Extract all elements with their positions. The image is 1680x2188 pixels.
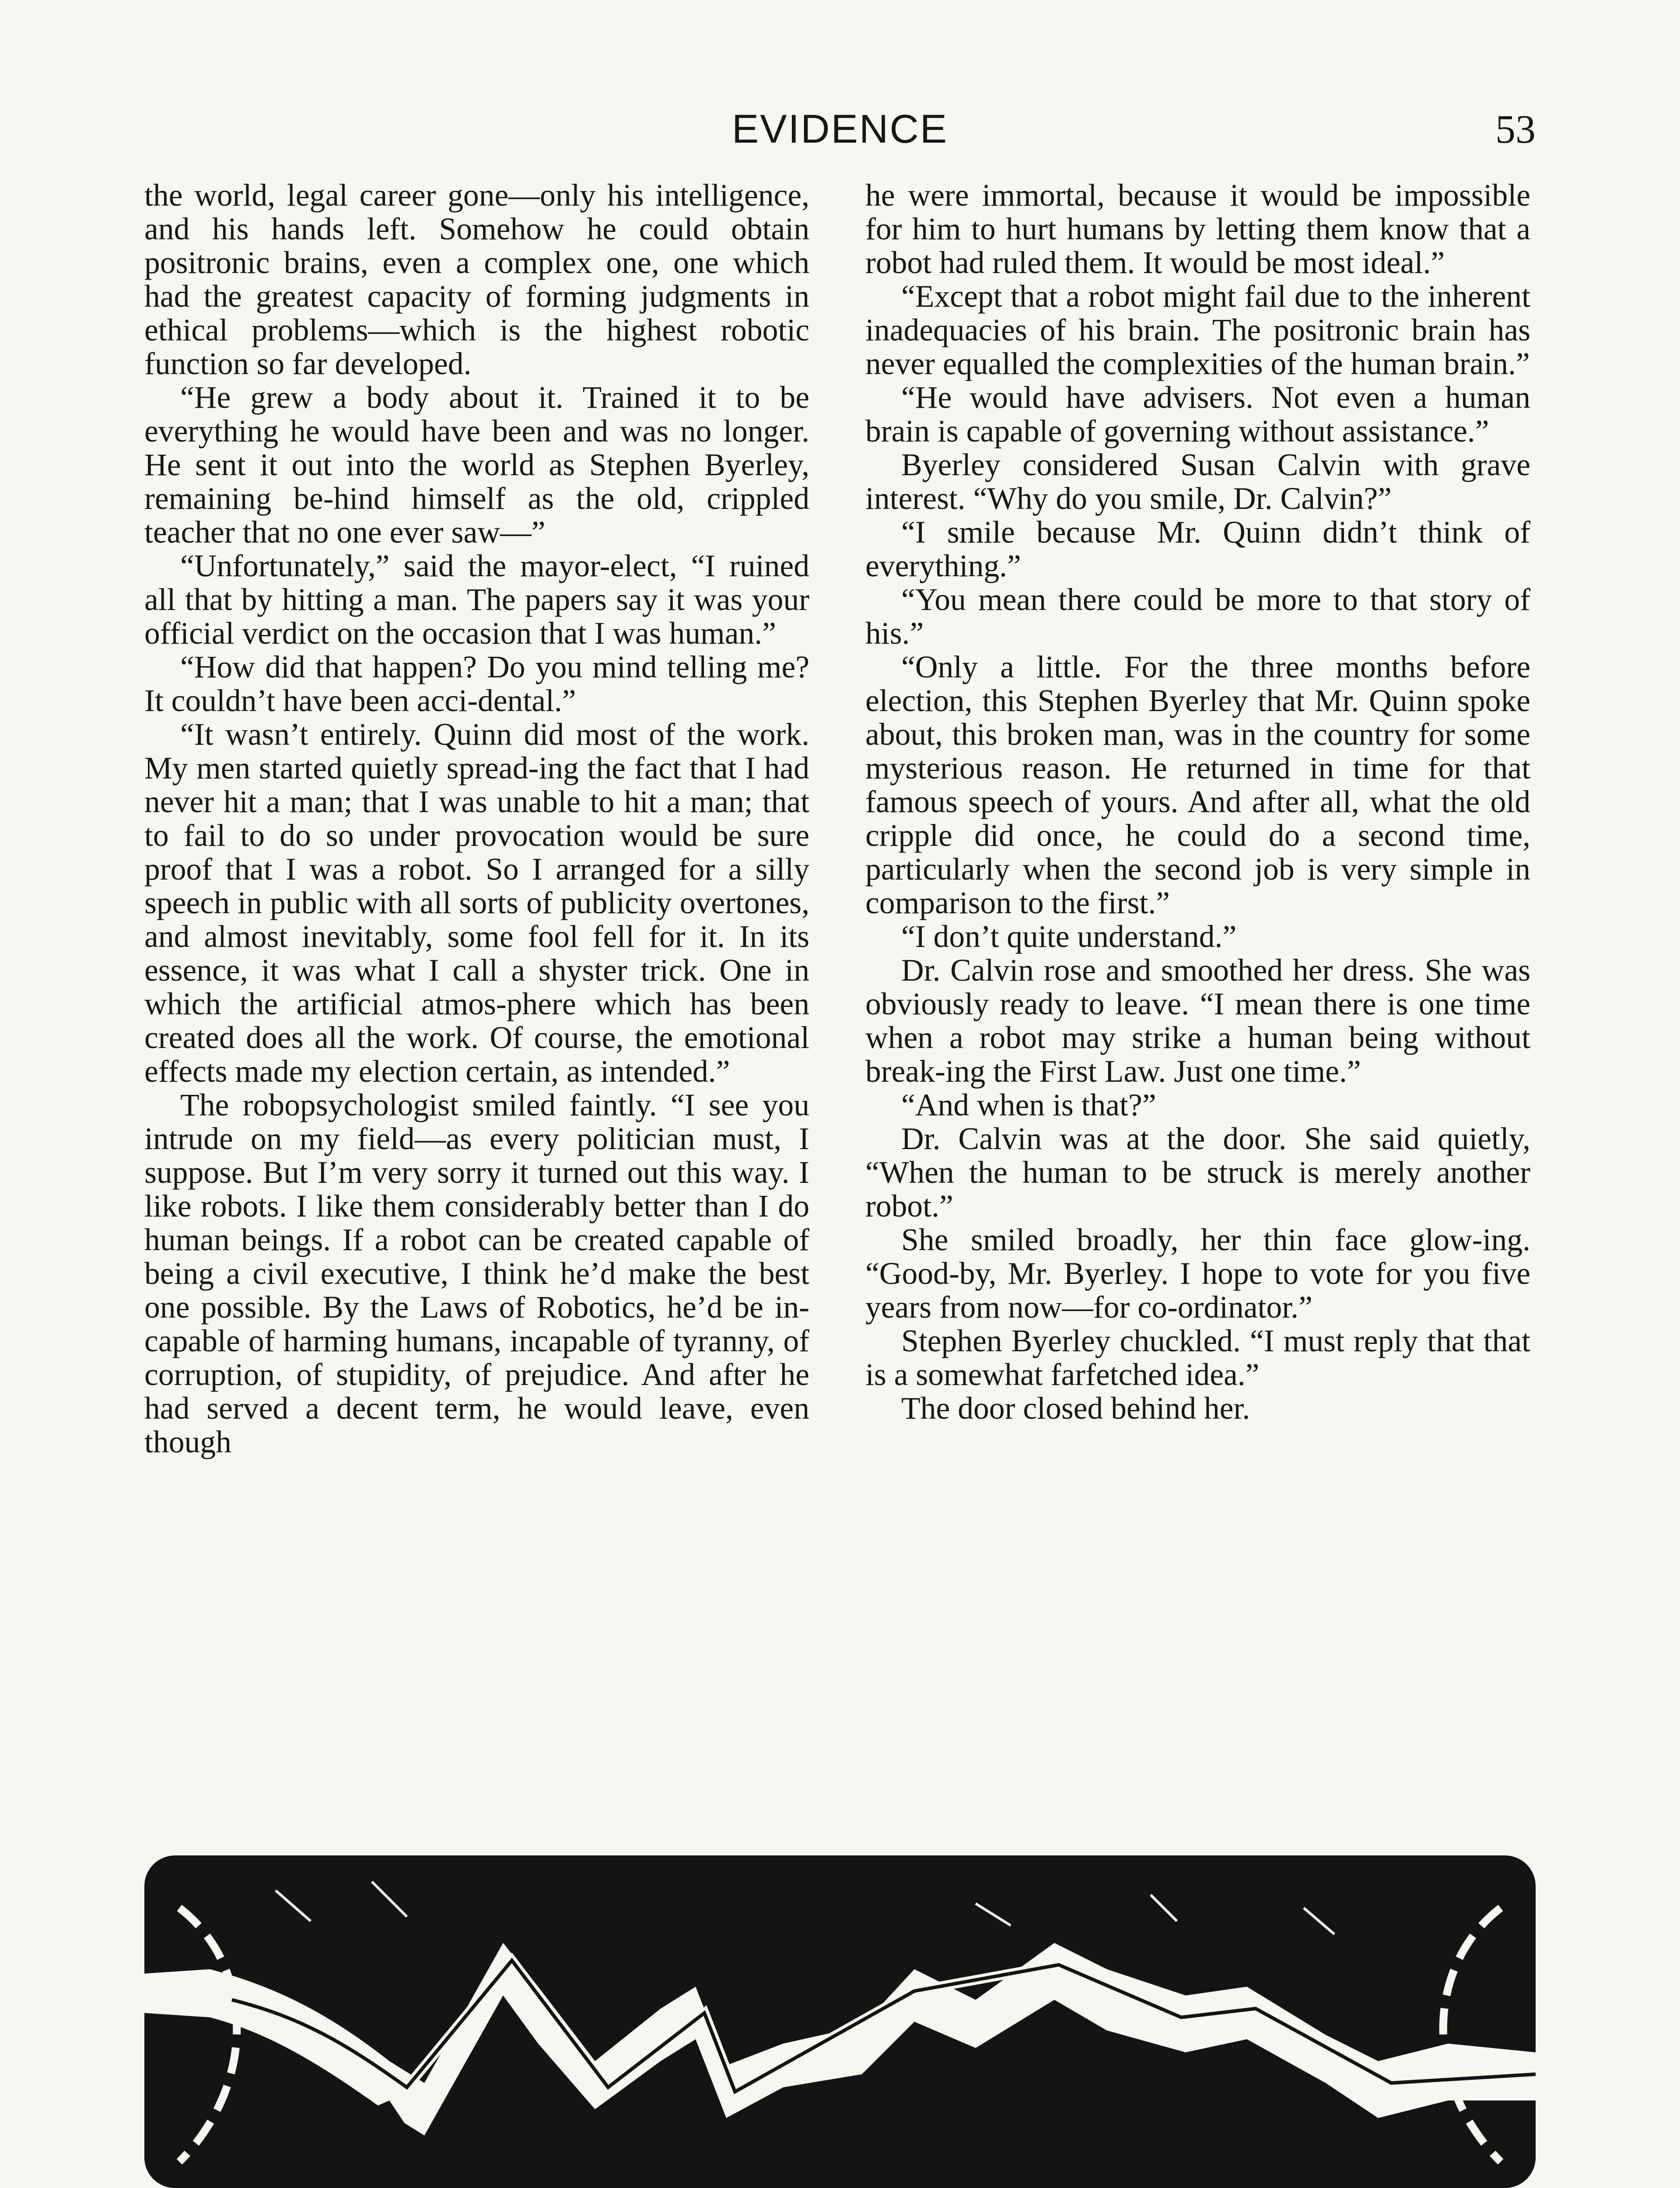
paragraph: “I smile because Mr. Quinn didn’t think of everything.” <box>865 515 1530 583</box>
paragraph: “You mean there could be more to that story of his.” <box>865 582 1530 651</box>
paragraph: “How did that happen? Do you mind telling me? It couldn’t have been acci-dental.” <box>144 650 809 718</box>
paragraph: The robopsychologist smiled faintly. “I see you intrude on my field—as every politician must, I suppose. But I’m very sorry it turned out this way. I like robots. I like them considerably better than I do human beings. If a robot can be created capable of being a civil executive, I think he’d make the best one possible. By the Laws of Robotics, he’d be in-capable of harming humans, incapable of tyranny, of corruption, of stupidity, of prejudice. And after he had served a decent term, he would leave, even though <box>144 1088 809 1459</box>
paragraph: “I don’t quite understand.” <box>901 919 1237 954</box>
paragraph: “And when is that?” <box>901 1088 1156 1122</box>
paragraph: The door closed behind her. <box>901 1391 1250 1426</box>
right-column <box>865 179 1530 1425</box>
paragraph: Stephen Byerley chuckled. “I must reply that that is a somewhat farfetched idea.” <box>865 1324 1530 1392</box>
paragraph: “He would have advisers. Not even a human brain is capable of governing without assistance.” <box>865 380 1530 449</box>
lightning-woodcut-icon <box>144 1855 1536 2188</box>
paragraph: Dr. Calvin rose and smoothed her dress. She was obviously ready to leave. “I mean there is one time when a robot may strike a human being without break-ing the First Law. Just one time.” <box>865 953 1530 1089</box>
page-number: 53 <box>1495 107 1536 151</box>
left-column <box>144 179 809 1459</box>
paragraph: “Except that a robot might fail due to the inherent inadequacies of his brain. The positronic brain has never equalled the complexities of the human brain.” <box>865 279 1530 381</box>
paragraph: Dr. Calvin was at the door. She said quietly, “When the human to be struck is merely another robot.” <box>865 1122 1530 1224</box>
paragraph: She smiled broadly, her thin face glow-ing. “Good-by, Mr. Byerley. I hope to vote for you five years from now—for co-ordinator.” <box>865 1223 1530 1325</box>
paragraph: Byerley considered Susan Calvin with grave interest. “Why do you smile, Dr. Calvin?” <box>865 448 1530 516</box>
paragraph: “It wasn’t entirely. Quinn did most of the work. My men started quietly spread-ing the fact that I had never hit a man; that I was unable to hit a man; that to fail to do so under provocation would be sure proof that I was a robot. So I arranged for a silly speech in public with all sorts of publicity overtones, and almost inevitably, some fool fell for it. In its essence, it was what I call a shyster trick. One in which the artificial atmos-phere which has been created does all the work. Of course, the emotional effects made my election certain, as intended.” <box>144 717 809 1089</box>
paragraph: he were immortal, because it would be impossible for him to hurt humans by letting them know that a robot had ruled them. It would be most ideal.” <box>865 178 1530 280</box>
paragraph: “He grew a body about it. Trained it to be everything he would have been and was no longer. He sent it out into the world as Stephen Byerley, remaining be-hind himself as the old, crippled teacher that no one ever saw—” <box>144 380 809 550</box>
page-header <box>144 101 1536 166</box>
running-title: EVIDENCE <box>732 107 948 151</box>
paragraph: the world, legal career gone—only his intelligence, and his hands left. Somehow he could obtain positronic brains, even a complex one, one which had the greatest capacity of forming judgments in ethical problems—which is the highest robotic function so far developed. <box>144 178 809 381</box>
paragraph: “Unfortunately,” said the mayor-elect, “I ruined all that by hitting a man. The papers say it was your official verdict on the occasion that I was human.” <box>144 549 809 651</box>
paragraph: “Only a little. For the three months before election, this Stephen Byerley that Mr. Quinn spoke about, this broken man, was in the country for some mysterious reason. He returned in time for that famous speech of yours. And after all, what the old cripple did once, he could do a second time, particularly when the second job is very simple in comparison to the first.” <box>865 650 1530 920</box>
